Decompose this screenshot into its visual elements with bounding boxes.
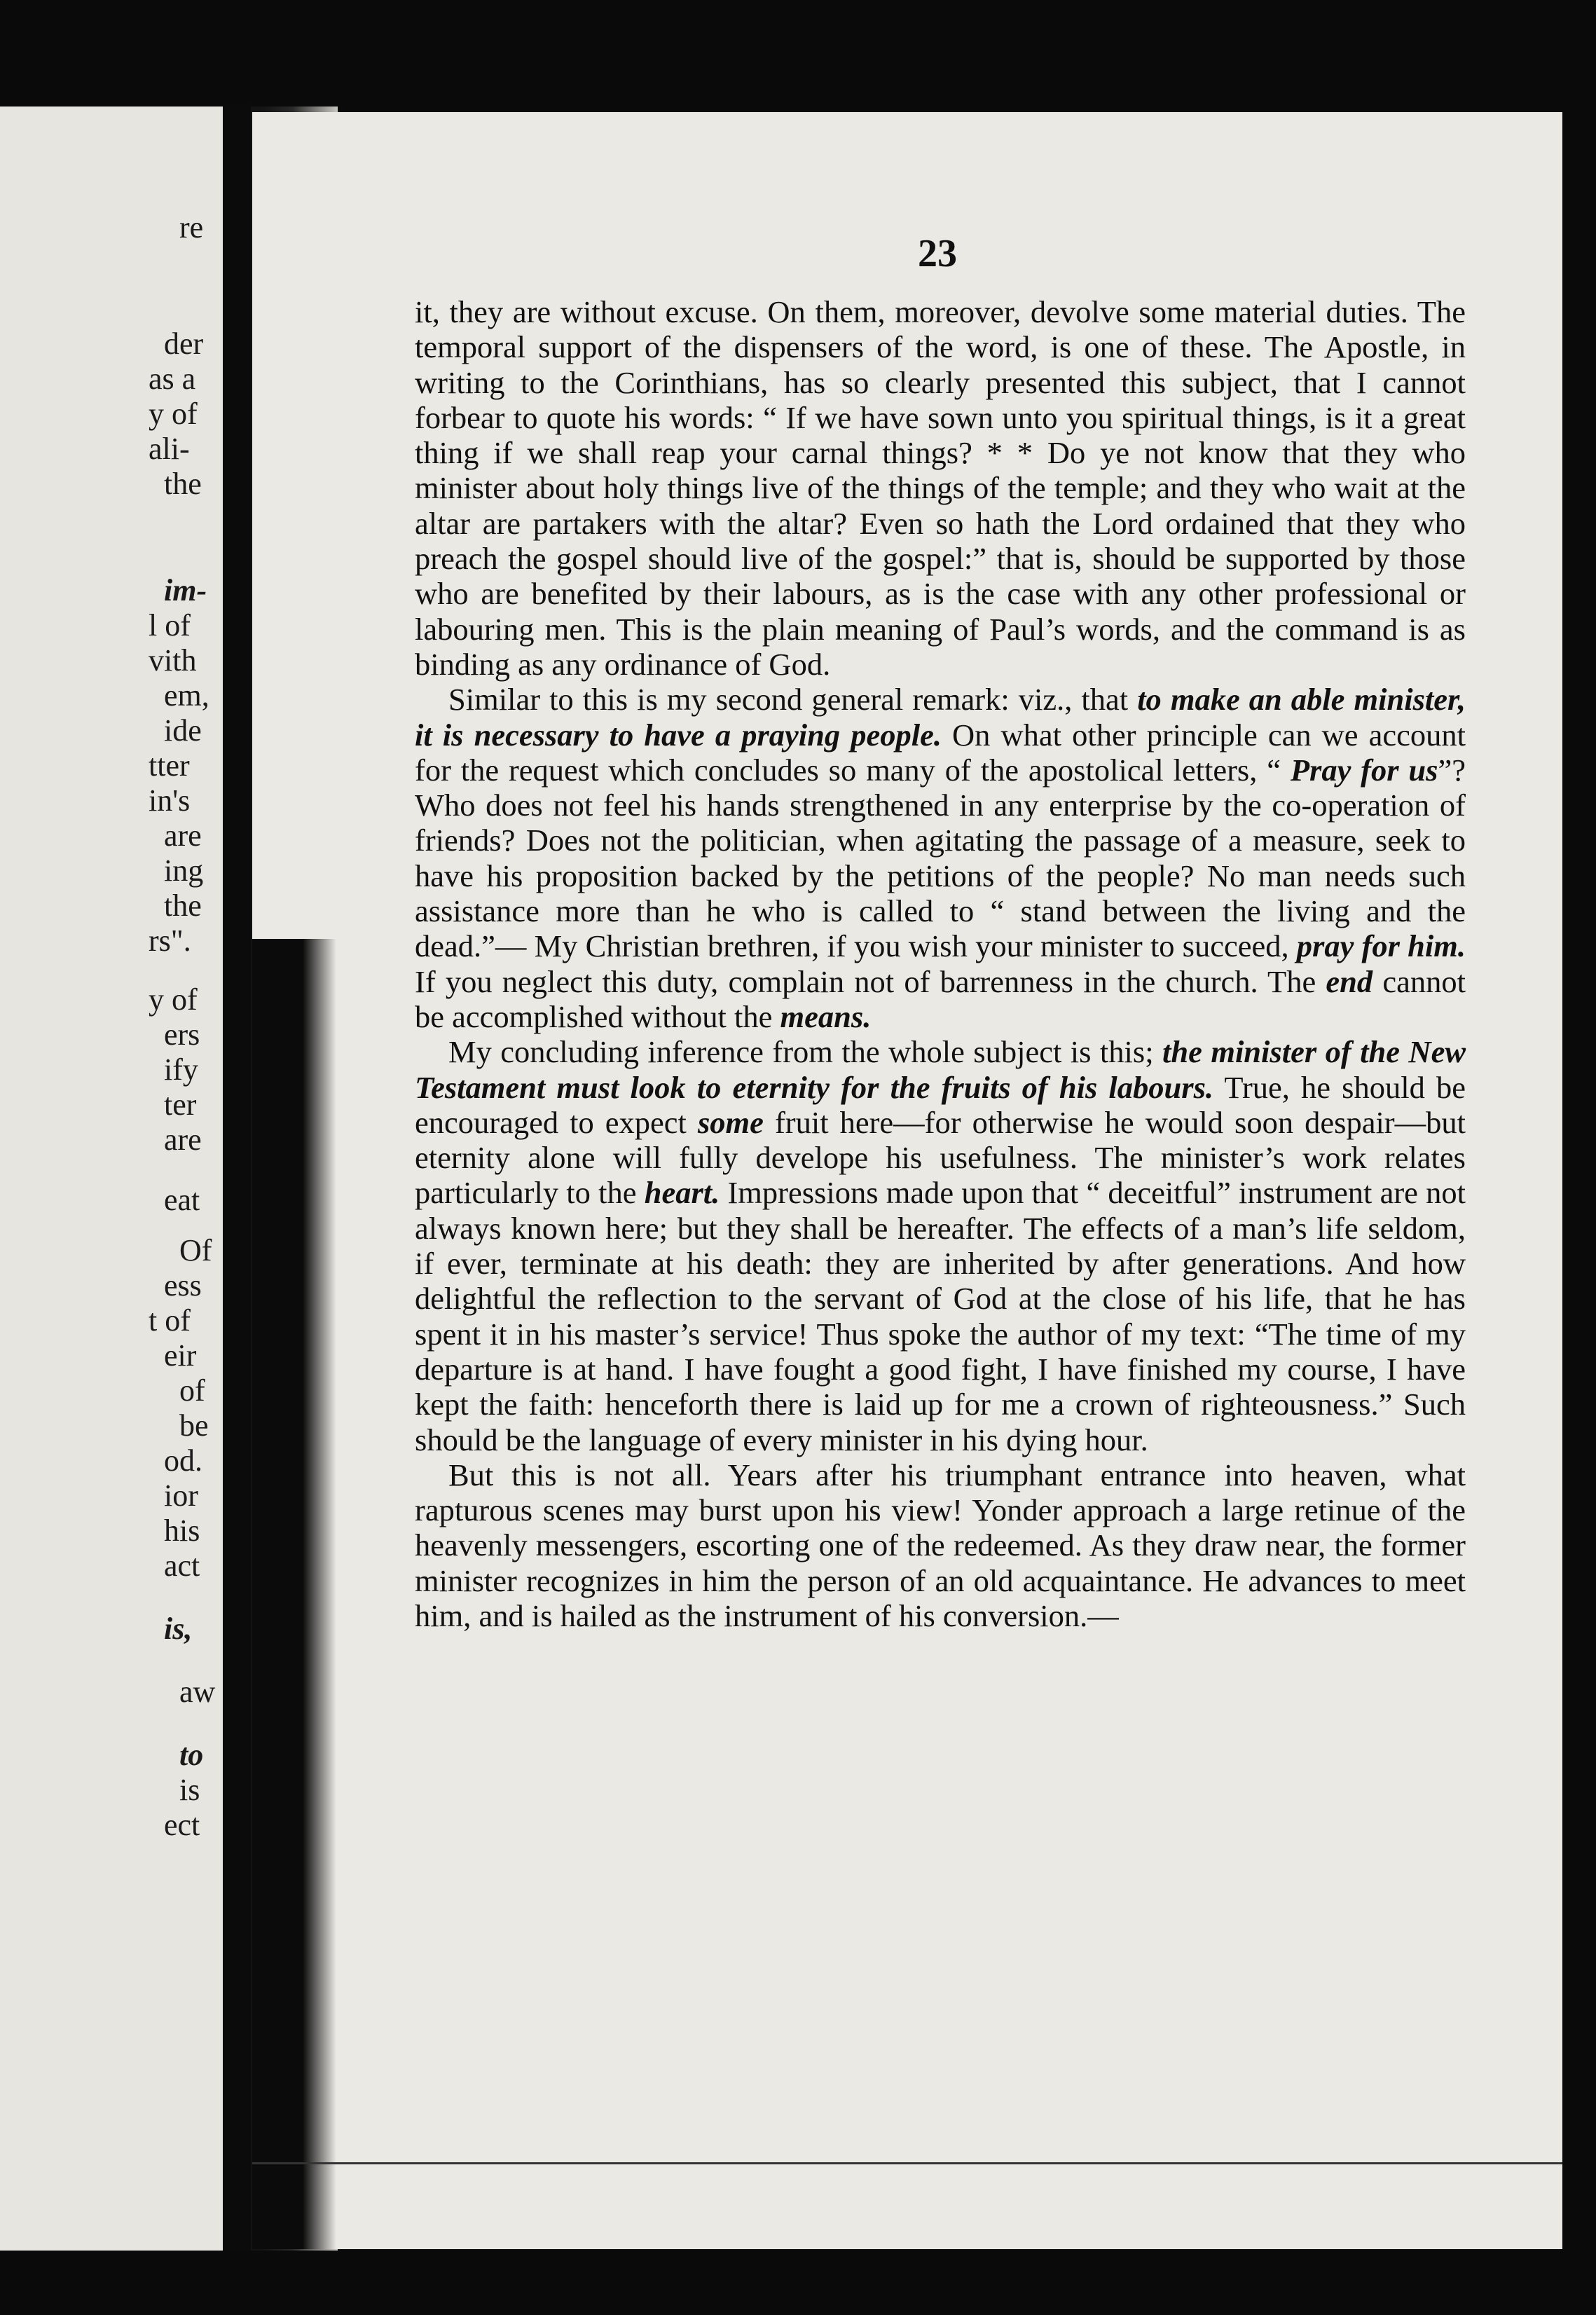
body-text: True, he should be encouraged to expect <box>415 1069 1466 1140</box>
facing-page-fragment: l of <box>149 608 191 643</box>
facing-page-fragment: as a <box>149 362 196 396</box>
body-text: ”? Who does not feel his hands strengthened in any enterprise by the co-operation of friends? Does not the politician, when agitating the passage of a measure, seek to have his proposition backed by the petitions of the people? No man needs such assistance more than he who is called to “ stand between the living and the dead.”— My Christian brethren, if you wish your minister to succeed, <box>415 752 1466 964</box>
facing-page-fragment: od. <box>164 1443 202 1478</box>
facing-page-fragment: the <box>164 467 202 501</box>
facing-page-fragment: aw <box>179 1675 216 1709</box>
facing-page-fragment: t of <box>149 1303 191 1338</box>
facing-page <box>0 107 226 2251</box>
page-bottom-rule <box>252 2162 1562 2164</box>
emphasis-text: the minister of the New Testament must look to eternity for the fruits of his labours. <box>415 1034 1466 1105</box>
facing-page-fragment: ess <box>164 1268 202 1303</box>
facing-page-fragment: vith <box>149 643 197 678</box>
emphasis-text: means. <box>780 998 872 1034</box>
emphasis-text: to make an able minister, it is necessary to have a praying people. <box>415 682 1466 753</box>
facing-page-fragment: re <box>179 210 204 245</box>
facing-page-fragment: der <box>164 327 204 361</box>
page-body-text <box>415 294 1466 1633</box>
emphasis-text: heart. <box>644 1175 720 1211</box>
paragraph <box>415 294 1466 682</box>
paragraph <box>415 682 1466 1034</box>
paragraph <box>415 1034 1466 1457</box>
facing-page-fragment: ers <box>164 1017 200 1052</box>
facing-page-fragment: the <box>164 888 202 923</box>
body-text: On what other principle can we account for the request which concludes so many of the apostolical letters, “ <box>415 717 1466 788</box>
facing-page-fragment: ali- <box>149 432 190 466</box>
paragraph <box>415 1457 1466 1633</box>
facing-page-fragment: his <box>164 1513 200 1548</box>
facing-page-fragment: of <box>179 1373 205 1408</box>
facing-page-fragment: act <box>164 1548 200 1583</box>
body-text: But this is not all. Years after his triumphant entrance into heaven, what rapturous scenes may burst upon his view! Yonder approach a large retinue of the heavenly messengers, escorting one of the redeemed. As they draw near, the former minister recognizes in him the person of an old acquaintance. He advances to meet him, and is hailed as the instrument of his conversion.— <box>415 1457 1466 1633</box>
facing-page-fragment: in's <box>149 783 191 818</box>
facing-page-fragment: ide <box>164 713 202 748</box>
body-text: My concluding inference from the whole subject is this; <box>448 1034 1163 1070</box>
facing-page-fragment: ing <box>164 853 204 888</box>
facing-page-fragment: be <box>179 1408 209 1443</box>
facing-page-fragment: Of <box>179 1233 212 1268</box>
facing-page-fragment: rs". <box>149 923 191 958</box>
facing-page-fragment: y of <box>149 397 198 431</box>
facing-page-fragment: are <box>164 818 202 853</box>
facing-page-fragment: eat <box>164 1183 200 1217</box>
body-text: Similar to this is my second general remark: viz., that <box>448 682 1138 717</box>
emphasis-text: end <box>1326 963 1373 999</box>
facing-page-fragment: are <box>164 1122 202 1157</box>
facing-page-fragment: to <box>179 1738 204 1772</box>
body-text: If you neglect this duty, complain not of barrenness in the church. The <box>415 963 1326 999</box>
facing-page-fragment: is, <box>164 1612 193 1646</box>
emphasis-text: some <box>697 1104 764 1140</box>
facing-page-fragment: y of <box>149 982 198 1017</box>
facing-page-fragment: ior <box>164 1478 198 1513</box>
body-text: fruit here—for otherwise he would soon despair—but eternity alone will fully develope his usefulness. The minister’s work relates particularly to the <box>415 1104 1466 1211</box>
facing-page-fragment: ify <box>164 1052 198 1087</box>
emphasis-text: Pray for us <box>1290 752 1438 788</box>
binding-edge <box>223 105 251 2251</box>
body-text: Impressions made upon that “ deceitful” instrument are not always known here; but they shall be hereafter. The effects of a man’s life seldom, if ever, terminate at his death: they are inherited by after generations. And how delightful the reflection to the servant of God at the close of his life, that he has spent it in his master’s service! Thus spoke the author of my text: “The time of my departure is at hand. I have fought a good fight, I have finished my course, I have kept the faith: henceforth there is laid up for me a crown of righteousness.” Such should be the language of every minister in his dying hour. <box>415 1175 1466 1457</box>
page-number: 23 <box>918 232 957 275</box>
facing-page-fragment: ect <box>164 1808 200 1842</box>
emphasis-text: pray for him. <box>1296 928 1466 964</box>
torn-page-edge <box>252 939 336 2249</box>
body-text: cannot be accomplished without the <box>415 963 1466 1034</box>
facing-page-fragment: im- <box>164 573 207 607</box>
facing-page-fragment: em, <box>164 678 209 713</box>
body-text: it, they are without excuse. On them, moreover, devolve some material duties. The temporal support of the dispensers of the word, is one of these. The Apostle, in writing to the Corinthians, has so clearly presented this subject, that I cannot forbear to quote his words: “ If we have sown unto you spiritual things, is it a great thing if we shall reap your carnal things? * * Do ye not know that they who minister about holy things live of the things of the temple; and they who wait at the altar are partakers with the altar? Even so hath the Lord ordained that they who preach the gospel should live of the gospel:” that is, should be supported by those who are benefited by their labours, as is the case with any other professional or labouring men. This is the plain meaning of Paul’s words, and the command is as binding as any ordinance of God. <box>415 294 1466 682</box>
facing-page-fragment: is <box>179 1773 200 1807</box>
facing-page-fragment: eir <box>164 1338 197 1373</box>
facing-page-fragment: tter <box>149 748 190 783</box>
facing-page-fragment: ter <box>164 1087 197 1122</box>
